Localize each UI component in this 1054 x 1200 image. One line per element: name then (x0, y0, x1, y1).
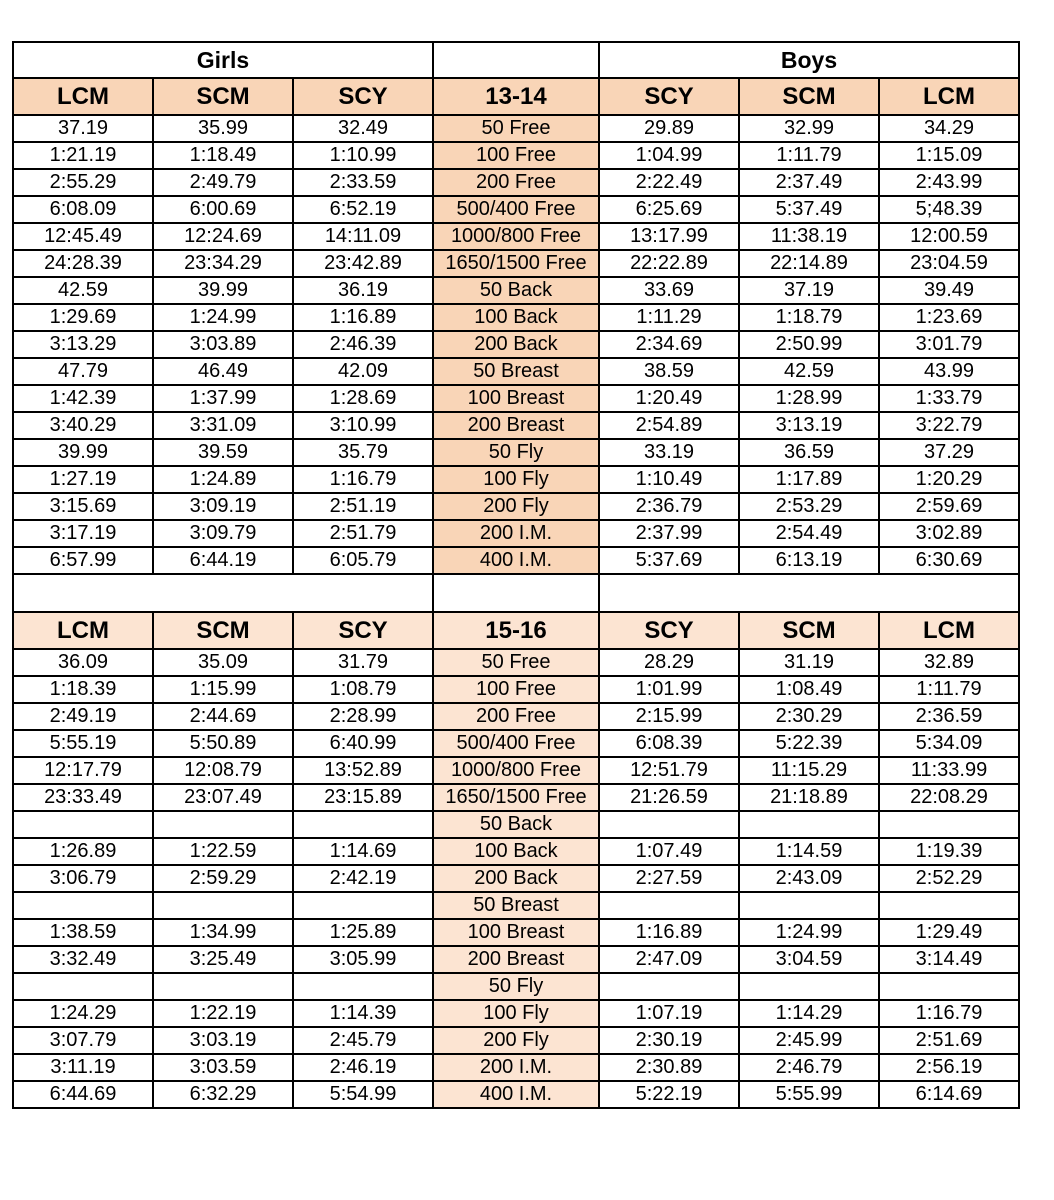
boys-time-cell: 5:34.09 (879, 730, 1019, 757)
girls-time-cell: 1:18.49 (153, 142, 293, 169)
girls-time-cell: 3:09.19 (153, 493, 293, 520)
table-row (13, 811, 1019, 838)
boys-time-cell: 1:18.79 (739, 304, 879, 331)
table-row (13, 892, 1019, 919)
boys-time-cell: 22:22.89 (599, 250, 739, 277)
girls-time-cell: 12:45.49 (13, 223, 153, 250)
boys-time-cell: 3:04.59 (739, 946, 879, 973)
girls-time-cell: 3:11.19 (13, 1054, 153, 1081)
event-cell: 100 Free (433, 676, 599, 703)
girls-time-cell: 2:46.19 (293, 1054, 433, 1081)
boys-time-cell: 2:59.69 (879, 493, 1019, 520)
boys-time-cell (739, 892, 879, 919)
boys-time-cell: 6:25.69 (599, 196, 739, 223)
girls-time-cell: 31.79 (293, 649, 433, 676)
girls-time-cell: 12:08.79 (153, 757, 293, 784)
boys-time-cell: 2:27.59 (599, 865, 739, 892)
boys-time-cell: 32.89 (879, 649, 1019, 676)
age-group-header: 15-16 (433, 612, 599, 649)
table-row (13, 331, 1019, 358)
boys-time-cell: 11:38.19 (739, 223, 879, 250)
boys-time-cell: 2:54.49 (739, 520, 879, 547)
girls-time-cell: 3:06.79 (13, 865, 153, 892)
event-cell: 200 I.M. (433, 1054, 599, 1081)
girls-time-cell: 1:29.69 (13, 304, 153, 331)
boys-time-cell: 31.19 (739, 649, 879, 676)
girls-time-cell: 5:50.89 (153, 730, 293, 757)
girls-time-cell (293, 892, 433, 919)
girls-time-cell: 6:44.19 (153, 547, 293, 574)
girls-time-cell: 3:07.79 (13, 1027, 153, 1054)
table-row (13, 412, 1019, 439)
girls-course-header: SCY (293, 612, 433, 649)
boys-time-cell: 2:34.69 (599, 331, 739, 358)
boys-time-cell: 42.59 (739, 358, 879, 385)
event-cell: 50 Back (433, 811, 599, 838)
girls-time-cell: 3:32.49 (13, 946, 153, 973)
girls-time-cell: 42.59 (13, 277, 153, 304)
boys-time-cell: 21:26.59 (599, 784, 739, 811)
boys-time-cell: 2:52.29 (879, 865, 1019, 892)
girls-time-cell: 23:15.89 (293, 784, 433, 811)
table-row (13, 676, 1019, 703)
table-row (13, 838, 1019, 865)
boys-time-cell (739, 973, 879, 1000)
girls-time-cell: 1:28.69 (293, 385, 433, 412)
girls-time-cell: 1:14.39 (293, 1000, 433, 1027)
table-row (13, 1054, 1019, 1081)
girls-time-cell: 2:42.19 (293, 865, 433, 892)
girls-time-cell: 1:42.39 (13, 385, 153, 412)
event-cell: 200 Fly (433, 493, 599, 520)
boys-time-cell: 5:55.99 (739, 1081, 879, 1108)
boys-time-cell: 1:24.99 (739, 919, 879, 946)
boys-time-cell: 33.69 (599, 277, 739, 304)
table-row (13, 250, 1019, 277)
table-row (13, 142, 1019, 169)
girls-time-cell: 3:03.19 (153, 1027, 293, 1054)
table-row (13, 115, 1019, 142)
boys-time-cell: 6:14.69 (879, 1081, 1019, 1108)
girls-time-cell: 1:24.99 (153, 304, 293, 331)
girls-time-cell: 1:27.19 (13, 466, 153, 493)
table-row (13, 493, 1019, 520)
girls-time-cell: 1:25.89 (293, 919, 433, 946)
boys-time-cell: 1:11.79 (879, 676, 1019, 703)
boys-time-cell: 3:22.79 (879, 412, 1019, 439)
boys-time-cell: 2:36.59 (879, 703, 1019, 730)
girls-time-cell: 3:03.89 (153, 331, 293, 358)
event-cell: 500/400 Free (433, 730, 599, 757)
boys-time-cell: 38.59 (599, 358, 739, 385)
girls-time-cell (153, 811, 293, 838)
girls-time-cell: 1:16.89 (293, 304, 433, 331)
boys-time-cell: 2:36.79 (599, 493, 739, 520)
boys-course-header: SCM (739, 612, 879, 649)
girls-time-cell: 3:05.99 (293, 946, 433, 973)
table-row (13, 223, 1019, 250)
boys-time-cell: 33.19 (599, 439, 739, 466)
table-row (13, 973, 1019, 1000)
boys-time-cell: 2:53.29 (739, 493, 879, 520)
boys-time-cell: 1:28.99 (739, 385, 879, 412)
boys-time-cell: 1:16.79 (879, 1000, 1019, 1027)
event-cell: 200 Breast (433, 946, 599, 973)
boys-time-cell: 1:08.49 (739, 676, 879, 703)
girls-time-cell: 12:17.79 (13, 757, 153, 784)
event-cell: 1650/1500 Free (433, 250, 599, 277)
table-row (13, 946, 1019, 973)
table-row (13, 169, 1019, 196)
girls-time-cell: 3:40.29 (13, 412, 153, 439)
event-cell: 200 Back (433, 865, 599, 892)
boys-time-cell: 5:37.49 (739, 196, 879, 223)
boys-time-cell: 2:30.19 (599, 1027, 739, 1054)
boys-time-cell: 1:11.79 (739, 142, 879, 169)
boys-time-cell (739, 811, 879, 838)
table-row (13, 784, 1019, 811)
girls-time-cell: 1:38.59 (13, 919, 153, 946)
boys-time-cell: 3:01.79 (879, 331, 1019, 358)
girls-time-cell: 42.09 (293, 358, 433, 385)
event-cell: 1000/800 Free (433, 757, 599, 784)
boys-time-cell: 1:11.29 (599, 304, 739, 331)
boys-time-cell: 23:04.59 (879, 250, 1019, 277)
boys-time-cell: 2:37.49 (739, 169, 879, 196)
girls-time-cell: 3:13.29 (13, 331, 153, 358)
group-header-row (13, 612, 1019, 649)
girls-time-cell: 1:08.79 (293, 676, 433, 703)
table-row (13, 757, 1019, 784)
boys-time-cell: 34.29 (879, 115, 1019, 142)
girls-time-cell: 1:14.69 (293, 838, 433, 865)
girls-time-cell: 2:33.59 (293, 169, 433, 196)
girls-time-cell: 39.99 (153, 277, 293, 304)
girls-time-cell: 13:52.89 (293, 757, 433, 784)
girls-time-cell: 1:16.79 (293, 466, 433, 493)
girls-course-header: LCM (13, 612, 153, 649)
girls-time-cell: 2:49.79 (153, 169, 293, 196)
table-row (13, 196, 1019, 223)
table-row (13, 304, 1019, 331)
event-cell: 50 Breast (433, 892, 599, 919)
table-row (13, 466, 1019, 493)
group-header-row (13, 78, 1019, 115)
boys-time-cell: 3:13.19 (739, 412, 879, 439)
boys-time-cell: 1:15.09 (879, 142, 1019, 169)
girls-course-header: SCM (153, 612, 293, 649)
boys-time-cell: 2:43.09 (739, 865, 879, 892)
boys-time-cell: 22:14.89 (739, 250, 879, 277)
girls-course-header: LCM (13, 78, 153, 115)
girls-time-cell: 1:10.99 (293, 142, 433, 169)
girls-time-cell: 6:52.19 (293, 196, 433, 223)
table-row (13, 1081, 1019, 1108)
boys-time-cell: 37.19 (739, 277, 879, 304)
girls-time-cell: 3:10.99 (293, 412, 433, 439)
time-standards-table (12, 41, 1020, 1109)
boys-course-header: SCY (599, 78, 739, 115)
boys-time-cell: 2:51.69 (879, 1027, 1019, 1054)
girls-time-cell: 1:22.19 (153, 1000, 293, 1027)
girls-time-cell: 1:22.59 (153, 838, 293, 865)
boys-time-cell: 2:50.99 (739, 331, 879, 358)
boys-time-cell: 6:08.39 (599, 730, 739, 757)
table-row (13, 919, 1019, 946)
boys-time-cell (599, 892, 739, 919)
girls-time-cell (13, 811, 153, 838)
boys-time-cell: 3:14.49 (879, 946, 1019, 973)
boys-time-cell: 29.89 (599, 115, 739, 142)
boys-time-cell: 13:17.99 (599, 223, 739, 250)
boys-time-cell: 5:22.19 (599, 1081, 739, 1108)
girls-time-cell: 1:21.19 (13, 142, 153, 169)
boys-time-cell: 28.29 (599, 649, 739, 676)
boys-time-cell (879, 973, 1019, 1000)
event-cell: 1000/800 Free (433, 223, 599, 250)
girls-time-cell: 3:09.79 (153, 520, 293, 547)
boys-course-header: SCM (739, 78, 879, 115)
boys-time-cell: 3:02.89 (879, 520, 1019, 547)
girls-time-cell: 6:57.99 (13, 547, 153, 574)
boys-time-cell: 11:15.29 (739, 757, 879, 784)
event-cell: 500/400 Free (433, 196, 599, 223)
event-cell: 100 Back (433, 838, 599, 865)
girls-time-cell: 12:24.69 (153, 223, 293, 250)
boys-time-cell: 2:54.89 (599, 412, 739, 439)
girls-time-cell: 2:51.79 (293, 520, 433, 547)
event-cell: 50 Fly (433, 439, 599, 466)
girls-time-cell: 3:31.09 (153, 412, 293, 439)
girls-time-cell: 35.99 (153, 115, 293, 142)
girls-time-cell: 5:55.19 (13, 730, 153, 757)
girls-time-cell (293, 973, 433, 1000)
girls-time-cell: 2:44.69 (153, 703, 293, 730)
girls-time-cell: 6:00.69 (153, 196, 293, 223)
girls-time-cell: 2:51.19 (293, 493, 433, 520)
boys-course-header: LCM (879, 612, 1019, 649)
boys-time-cell (879, 892, 1019, 919)
event-cell: 200 Back (433, 331, 599, 358)
table-row (13, 358, 1019, 385)
event-cell: 50 Free (433, 115, 599, 142)
girls-time-cell: 1:24.29 (13, 1000, 153, 1027)
boys-time-cell: 6:13.19 (739, 547, 879, 574)
boys-time-cell: 1:33.79 (879, 385, 1019, 412)
boys-time-cell: 1:14.59 (739, 838, 879, 865)
event-cell: 100 Free (433, 142, 599, 169)
boys-time-cell: 2:22.49 (599, 169, 739, 196)
girls-time-cell: 2:45.79 (293, 1027, 433, 1054)
boys-time-cell: 2:46.79 (739, 1054, 879, 1081)
boys-time-cell: 2:37.99 (599, 520, 739, 547)
boys-time-cell: 21:18.89 (739, 784, 879, 811)
boys-time-cell: 1:20.29 (879, 466, 1019, 493)
boys-time-cell: 2:47.09 (599, 946, 739, 973)
boys-course-header: SCY (599, 612, 739, 649)
girls-time-cell: 23:33.49 (13, 784, 153, 811)
boys-time-cell: 1:10.49 (599, 466, 739, 493)
boys-course-header: LCM (879, 78, 1019, 115)
separator-event-cell (433, 574, 599, 612)
table-row (13, 730, 1019, 757)
boys-time-cell: 2:45.99 (739, 1027, 879, 1054)
event-cell: 400 I.M. (433, 1081, 599, 1108)
boys-time-cell: 39.49 (879, 277, 1019, 304)
event-cell: 100 Breast (433, 919, 599, 946)
title-spacer (433, 42, 599, 78)
boys-time-cell: 5;48.39 (879, 196, 1019, 223)
boys-time-cell: 1:19.39 (879, 838, 1019, 865)
boys-time-cell: 11:33.99 (879, 757, 1019, 784)
boys-time-cell: 6:30.69 (879, 547, 1019, 574)
boys-time-cell: 1:01.99 (599, 676, 739, 703)
girls-time-cell (153, 892, 293, 919)
girls-time-cell: 24:28.39 (13, 250, 153, 277)
girls-time-cell (13, 892, 153, 919)
table-row (13, 649, 1019, 676)
boys-time-cell: 5:37.69 (599, 547, 739, 574)
event-cell: 50 Breast (433, 358, 599, 385)
boys-time-cell: 43.99 (879, 358, 1019, 385)
table-row (13, 439, 1019, 466)
event-cell: 100 Fly (433, 1000, 599, 1027)
separator-boys-cell (599, 574, 1019, 612)
table-row (13, 385, 1019, 412)
boys-time-cell: 1:16.89 (599, 919, 739, 946)
girls-time-cell: 47.79 (13, 358, 153, 385)
girls-time-cell: 2:28.99 (293, 703, 433, 730)
girls-time-cell: 6:32.29 (153, 1081, 293, 1108)
table-row (13, 1027, 1019, 1054)
boys-time-cell: 1:23.69 (879, 304, 1019, 331)
girls-course-header: SCM (153, 78, 293, 115)
girls-time-cell: 23:34.29 (153, 250, 293, 277)
event-cell: 50 Fly (433, 973, 599, 1000)
girls-time-cell: 6:05.79 (293, 547, 433, 574)
girls-time-cell: 3:25.49 (153, 946, 293, 973)
boys-time-cell: 5:22.39 (739, 730, 879, 757)
boys-time-cell: 2:15.99 (599, 703, 739, 730)
girls-time-cell: 37.19 (13, 115, 153, 142)
event-cell: 1650/1500 Free (433, 784, 599, 811)
age-group-header: 13-14 (433, 78, 599, 115)
table-row (13, 520, 1019, 547)
event-cell: 50 Back (433, 277, 599, 304)
girls-time-cell (13, 973, 153, 1000)
girls-time-cell: 3:15.69 (13, 493, 153, 520)
boys-time-cell: 2:56.19 (879, 1054, 1019, 1081)
title-row (13, 42, 1019, 78)
girls-time-cell: 2:46.39 (293, 331, 433, 358)
boys-time-cell (599, 811, 739, 838)
event-cell: 400 I.M. (433, 547, 599, 574)
event-cell: 100 Breast (433, 385, 599, 412)
boys-time-cell: 1:07.19 (599, 1000, 739, 1027)
boys-time-cell: 1:29.49 (879, 919, 1019, 946)
boys-time-cell: 12:51.79 (599, 757, 739, 784)
event-cell: 200 Breast (433, 412, 599, 439)
event-cell: 200 Fly (433, 1027, 599, 1054)
group-separator-row (13, 574, 1019, 612)
girls-time-cell: 35.09 (153, 649, 293, 676)
boys-title: Boys (599, 42, 1019, 78)
girls-time-cell: 1:15.99 (153, 676, 293, 703)
girls-course-header: SCY (293, 78, 433, 115)
boys-time-cell (599, 973, 739, 1000)
boys-time-cell: 1:14.29 (739, 1000, 879, 1027)
girls-time-cell: 1:18.39 (13, 676, 153, 703)
boys-time-cell: 2:43.99 (879, 169, 1019, 196)
girls-time-cell: 3:03.59 (153, 1054, 293, 1081)
girls-time-cell: 1:34.99 (153, 919, 293, 946)
girls-time-cell: 3:17.19 (13, 520, 153, 547)
table-row (13, 865, 1019, 892)
boys-time-cell: 22:08.29 (879, 784, 1019, 811)
table-row (13, 277, 1019, 304)
boys-time-cell: 36.59 (739, 439, 879, 466)
girls-time-cell: 2:55.29 (13, 169, 153, 196)
girls-time-cell: 39.99 (13, 439, 153, 466)
girls-time-cell: 46.49 (153, 358, 293, 385)
girls-time-cell: 1:24.89 (153, 466, 293, 493)
girls-time-cell: 1:26.89 (13, 838, 153, 865)
table-row (13, 703, 1019, 730)
girls-time-cell: 1:37.99 (153, 385, 293, 412)
boys-time-cell: 37.29 (879, 439, 1019, 466)
boys-time-cell: 32.99 (739, 115, 879, 142)
boys-time-cell: 12:00.59 (879, 223, 1019, 250)
separator-girls-cell (13, 574, 433, 612)
table-row (13, 547, 1019, 574)
event-cell: 200 Free (433, 169, 599, 196)
event-cell: 50 Free (433, 649, 599, 676)
girls-time-cell: 39.59 (153, 439, 293, 466)
boys-time-cell (879, 811, 1019, 838)
girls-time-cell: 6:40.99 (293, 730, 433, 757)
girls-title: Girls (13, 42, 433, 78)
table-row (13, 1000, 1019, 1027)
boys-time-cell: 1:17.89 (739, 466, 879, 493)
girls-time-cell: 6:44.69 (13, 1081, 153, 1108)
girls-time-cell: 5:54.99 (293, 1081, 433, 1108)
boys-time-cell: 2:30.29 (739, 703, 879, 730)
event-cell: 200 I.M. (433, 520, 599, 547)
boys-time-cell: 1:04.99 (599, 142, 739, 169)
boys-time-cell: 1:07.49 (599, 838, 739, 865)
girls-time-cell (293, 811, 433, 838)
boys-time-cell: 2:30.89 (599, 1054, 739, 1081)
girls-time-cell (153, 973, 293, 1000)
girls-time-cell: 2:59.29 (153, 865, 293, 892)
girls-time-cell: 35.79 (293, 439, 433, 466)
girls-time-cell: 2:49.19 (13, 703, 153, 730)
girls-time-cell: 36.09 (13, 649, 153, 676)
girls-time-cell: 23:42.89 (293, 250, 433, 277)
girls-time-cell: 6:08.09 (13, 196, 153, 223)
girls-time-cell: 23:07.49 (153, 784, 293, 811)
girls-time-cell: 32.49 (293, 115, 433, 142)
event-cell: 100 Back (433, 304, 599, 331)
girls-time-cell: 14:11.09 (293, 223, 433, 250)
event-cell: 200 Free (433, 703, 599, 730)
girls-time-cell: 36.19 (293, 277, 433, 304)
event-cell: 100 Fly (433, 466, 599, 493)
boys-time-cell: 1:20.49 (599, 385, 739, 412)
